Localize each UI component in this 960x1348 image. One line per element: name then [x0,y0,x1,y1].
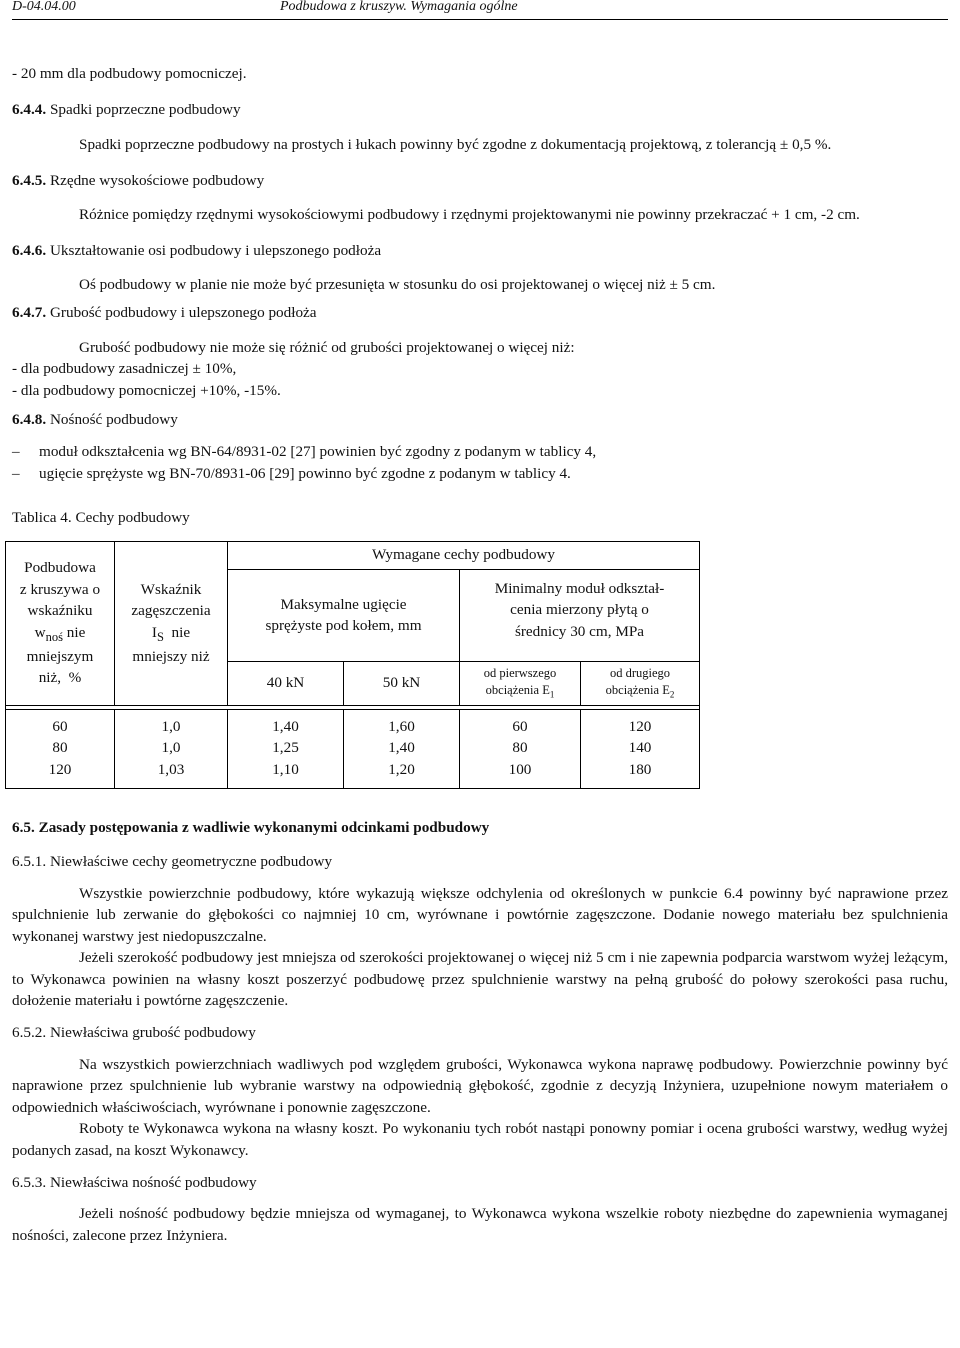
header-text: obciążenia E [605,683,670,698]
header-text: od pierwszego [483,666,557,681]
table-caption: Tablica 4. Cechy podbudowy [12,509,190,527]
cell-value: 80 [52,739,68,757]
thickness-tolerance-aux: - dla podbudowy pomocniczej +10%, -15%. [12,381,281,399]
table-cell [228,709,344,789]
section-6-4-8-heading [12,409,948,431]
section-title: Niewłaściwe cechy geometryczne podbudowy [49,852,333,870]
section-6-5-2-text-2: Roboty te Wykonawca wykona na własny koszt. Po wykonaniu tych robót nastąpi ponowny pomiar i ocena grubości warstwy, według wyżej podanych zasad, na koszt Wykonawcy. [12,1120,948,1159]
document-title: Podbudowa z kruszyw. Wymagania ogólne [280,0,518,14]
cell-value: 1,40 [388,739,415,757]
table-cell [344,709,460,789]
section-title: Niewłaściwa grubość podbudowy [49,1024,256,1042]
section-number: 6.5.1. [12,852,47,870]
cell-value: 1,20 [388,760,415,778]
header-deflection [228,569,460,661]
header-text: nie [66,624,86,641]
header-required: Wymagane cechy podbudowy [228,541,700,569]
section-title: Grubość podbudowy i ulepszonego podłoża [49,304,317,322]
section-6-4-5-heading [12,170,948,192]
section-title: Spadki poprzeczne podbudowy [49,100,241,118]
section-6-5-3-heading [12,1172,948,1194]
document-code: D-04.04.00 [12,0,76,14]
header-aggregate [6,541,115,705]
header-text: % [68,669,82,687]
cell-value: 1,25 [272,739,299,757]
header-e1 [460,661,581,705]
section-number: 6.5.3. [12,1173,47,1191]
table-cell [115,709,228,789]
section-6-5-2-text-1: Na wszystkich powierzchniach wadliwych pod względem grubości, Wykonawca wykona naprawę podbudowy. Powierzchnie powinny być naprawione przez spulchnienie lub wybranie warstwy na odpowiednią głębokość, zgodnie z decyzją Inżyniera, uzupełnione nowym materiałem o odpowiednich właściwościach, wyrównane i ponownie zagęszczone. [12,1055,948,1116]
cell-value: 100 [508,760,532,778]
section-number: 6.5.2. [12,1024,47,1042]
section-6-5-1-text-1: Wszystkie powierzchnie podbudowy, które wykazują większe odchylenia od określonych w punkcie 6.4 powinny być naprawione przez spulchnienie lub zerwanie do głębokości co najmniej 10 cm, wyrównane i powtórnie zagęszczone. Dodanie nowego materiału bez spulchnienia wykonanej warstwy jest niedopuszczalne. [12,884,948,945]
header-text: z kruszywa o [19,580,101,598]
table-cell [460,709,581,789]
section-6-5-3-text: Jeżeli nośność podbudowy będzie mniejsza od wymaganej, to Wykonawca wykona wszelkie roboty niezbędne do zapewnienia wymaganej nośności, zalecone przez Inżyniera. [12,1205,948,1244]
section-title: Ukształtowanie osi podbudowy i ulepszonego podłoża [49,241,382,259]
header-text: mniejszym [26,647,94,665]
header-rule [12,19,948,20]
section-6-4-4-text: Spadki poprzeczne podbudowy na prostych i łukach powinny być zgodne z dokumentacją projektową, z tolerancją ± 0,5 %. [79,136,832,154]
list-item [12,441,948,463]
section-6-4-6-text: Oś podbudowy w planie nie może być przesunięta w stosunku do osi projektowanej o więcej niż ± 5 cm. [79,276,716,294]
section-6-5-1-heading [12,851,948,873]
section-number: 6.4.7. [12,304,47,322]
header-e2 [581,661,700,705]
section-6-4-4-heading [12,99,948,121]
properties-table [5,541,700,790]
table-cell [6,709,115,789]
section-number: 6.4.8. [12,411,47,429]
section-6-5-2-heading [12,1022,948,1044]
intro-line: - 20 mm dla podbudowy pomocniczej. [12,65,247,82]
cell-value: 1,0 [161,739,181,757]
header-text: zagęszczenia [131,602,211,620]
cell-value: 120 [48,760,72,778]
cell-value: 180 [628,760,652,778]
cell-value: 120 [628,717,652,735]
section-title: Rzędne wysokościowe podbudowy [49,171,265,189]
header-text: mniejszy niż [132,647,210,665]
section-number: 6.4.5. [12,171,47,189]
cell-value: 60 [512,717,528,735]
section-6-4-5-text: Różnice pomiędzy rzędnymi wysokościowymi podbudowy i rzędnymi projektowanymi nie powinny przekraczać + 1 cm, -2 cm. [79,206,860,224]
header-text: sprężyste pod kołem, mm [265,617,422,635]
header-50kn: 50 kN [344,661,460,705]
header-subscript: noś [45,630,63,645]
header-subscript: 1 [549,689,555,700]
header-text: wskaźniku [27,602,93,620]
section-number: 6.4.6. [12,241,47,259]
header-text: Wskaźnik [140,580,202,598]
header-text: obciążenia E [485,683,550,698]
header-text: od drugiego [609,666,671,681]
dash-bullet: – [12,464,20,482]
section-number: 6.4.4. [12,100,47,118]
cell-value: 1,03 [157,760,185,778]
header-text: Maksymalne ugięcie [280,595,407,613]
cell-value: 1,40 [272,717,299,735]
header-text: cenia mierzony płytą o [510,601,649,619]
section-6-5-1-text-2: Jeżeli szerokość podbudowy jest mniejsza od szerokości projektowanej o więcej niż 5 cm i nie zapewnia podparcia warstwom wyżej leżącym, to Wykonawca powinien na własny koszt poszerzyć podbudowę przez spulchnienie warstwy na pełną grubość do połowy szerokości pasa ruchu, dołożenie materiału i powtórne zagęszczenie. [12,949,948,1010]
section-6-4-6-heading [12,240,948,262]
list-item [12,463,948,485]
header-text: I [151,624,157,641]
cell-value: 140 [628,739,652,757]
section-6-4-7-text: Grubość podbudowy nie może się różnić od grubości projektowanej o więcej niż: [79,338,575,356]
header-subscript: 2 [669,689,675,700]
header-text: w [34,624,46,641]
cell-value: 60 [52,717,68,735]
cell-value: 1,0 [161,717,181,735]
dash-bullet: – [12,442,20,460]
header-modulus [460,569,700,661]
list-item-text: ugięcie sprężyste wg BN-70/8931-06 [29] powinno być zgodne z podanym w tablicy 4. [39,464,571,482]
table-cell [581,709,700,789]
header-text: średnicy 30 cm, MPa [514,622,645,640]
header-text: Minimalny moduł odkształ- [494,579,665,597]
header-text: Podbudowa [24,559,96,577]
header-text: nie [171,624,191,641]
cell-value: 80 [512,739,528,757]
bearing-list [12,441,948,484]
header-subscript: S [156,630,164,645]
header-compaction [115,541,228,705]
cell-value: 1,10 [272,760,299,778]
section-title: Niewłaściwa nośność podbudowy [49,1173,257,1191]
cell-value: 1,60 [388,717,415,735]
header-text: niż, [38,669,62,687]
page-body [12,63,948,1246]
section-title: Nośność podbudowy [49,411,178,429]
section-6-4-7-heading [12,302,948,324]
list-item-text: moduł odkształcenia wg BN-64/8931-02 [27] powinien być zgodny z podanym w tablicy 4, [39,442,597,460]
section-6-5-heading: 6.5. Zasady postępowania z wadliwie wykonanymi odcinkami podbudowy [12,819,490,837]
thickness-tolerance-main: - dla podbudowy zasadniczej ± 10%, [12,360,237,378]
header-40kn: 40 kN [228,661,344,705]
